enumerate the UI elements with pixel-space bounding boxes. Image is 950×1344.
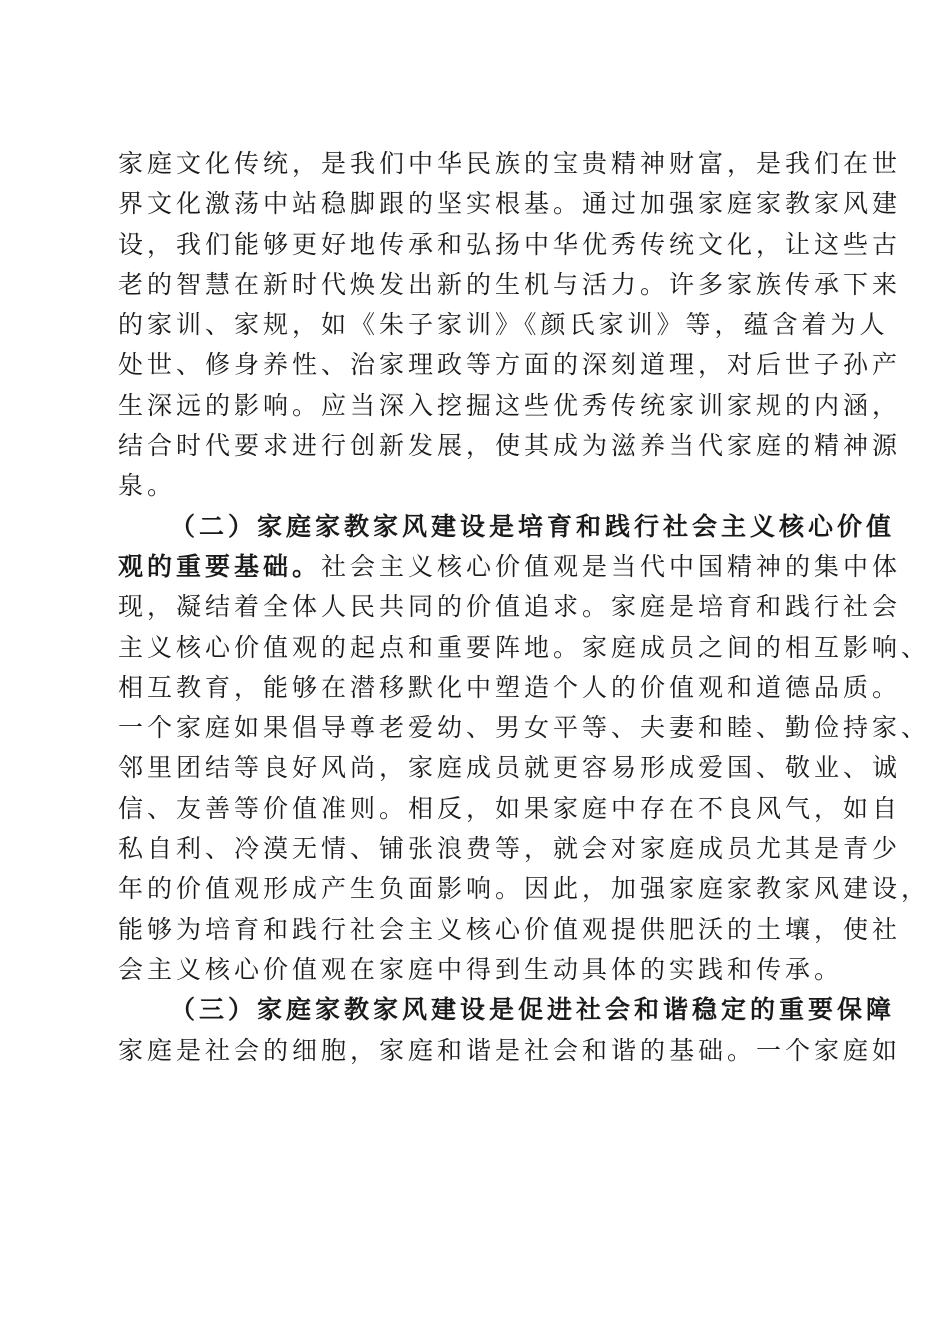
text-line: 处世、修身养性、治家理政等方面的深刻道理，对后世子孙产 — [118, 350, 902, 380]
section-heading-2-end: 观的重要基础。 — [118, 551, 322, 581]
text-line: 会主义核心价值观在家庭中得到生动具体的实践和传承。 — [118, 954, 844, 984]
text-line: 家庭是社会的细胞，家庭和谐是社会和谐的基础。一个家庭如 — [118, 1035, 902, 1065]
text-line: 的家训、家规，如《朱子家训》《颜氏家训》等，蕴含着为人 — [118, 310, 889, 340]
paragraph-1 — [118, 144, 902, 507]
text-line: 老的智慧在新时代焕发出新的生机与活力。许多家族传承下来 — [118, 269, 902, 299]
text-line: 界文化激荡中站稳脚跟的坚实根基。通过加强家庭家教家风建 — [118, 189, 902, 219]
text-line: 设，我们能够更好地传承和弘扬中华优秀传统文化，让这些古 — [118, 229, 902, 259]
text-line: 年的价值观形成产生负面影响。因此，加强家庭家教家风建设， — [118, 874, 931, 904]
text-line: 现，凝结着全体人民共同的价值追求。家庭是培育和践行社会 — [118, 592, 902, 622]
text-line: 结合时代要求进行创新发展，使其成为滋养当代家庭的精神源 — [118, 431, 902, 461]
text-line: 邻里团结等良好风尚，家庭成员就更容易形成爱国、敬业、诚 — [118, 753, 902, 783]
text-line: 家庭文化传统，是我们中华民族的宝贵精神财富，是我们在世 — [118, 149, 902, 178]
text-line: 一个家庭如果倡导尊老爱幼、男女平等、夫妻和睦、勤俭持家、 — [118, 713, 931, 743]
text-line: 私自利、冷漠无情、铺张浪费等，就会对家庭成员尤其是青少 — [118, 834, 902, 864]
text-line: 生深远的影响。应当深入挖掘这些优秀传统家训家规的内涵， — [118, 390, 902, 420]
text-line — [118, 547, 902, 587]
paragraph-2 — [118, 507, 931, 991]
text-line: 信、友善等价值准则。相反，如果家庭中存在不良风气，如自 — [118, 793, 902, 823]
text-line: 相互教育，能够在潜移默化中塑造个人的价值观和道德品质。 — [118, 672, 902, 702]
section-heading-2: （二）家庭家教家风建设是培育和践行社会主义核心价值 — [170, 511, 896, 541]
text-span: 社会主义核心价值观是当代中国精神的集中体 — [321, 551, 902, 581]
paragraph-3 — [118, 990, 902, 1071]
text-line: 能够为培育和践行社会主义核心价值观提供肥沃的土壤，使社 — [118, 914, 902, 944]
section-heading-3: （三）家庭家教家风建设是促进社会和谐稳定的重要保障 — [170, 995, 896, 1025]
text-line: 主义核心价值观的起点和重要阵地。家庭成员之间的相互影响、 — [118, 632, 931, 662]
text-line: 泉。 — [118, 471, 177, 501]
body-text — [118, 144, 931, 1071]
